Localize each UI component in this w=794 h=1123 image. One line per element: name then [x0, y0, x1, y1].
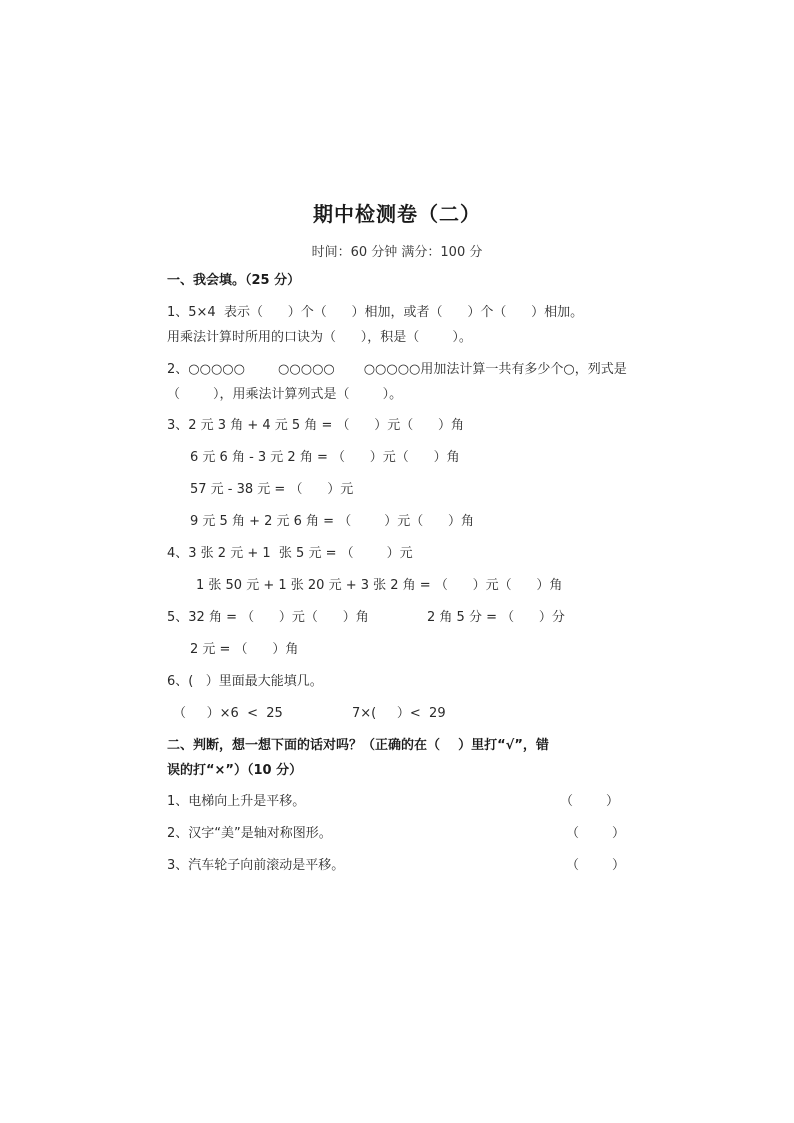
- question-6-line-2-left: （ ）×6 < 25: [173, 706, 283, 721]
- question-5-line-2: 2 元 = （ ）角: [190, 642, 299, 657]
- judge-item-3-text: 3、汽车轮子向前滚动是平移。: [167, 858, 345, 873]
- question-2-line-1: 2、○○○○○ ○○○○○ ○○○○○用加法计算一共有多少个○，列式是: [167, 362, 627, 377]
- question-3-line-2: 6 元 6 角 - 3 元 2 角 = （ ）元（ ）角: [190, 450, 460, 465]
- question-4-line-2: 1 张 50 元 + 1 张 20 元 + 3 张 2 角 = （ ）元（ ）角: [196, 578, 563, 593]
- question-6-line-1: 6、( ）里面最大能填几。: [167, 674, 323, 689]
- question-3-line-3: 57 元 - 38 元 = （ ）元: [190, 482, 354, 497]
- question-1-line-2: 用乘法计算时所用的口诀为（ ），积是（ ）。: [167, 330, 472, 345]
- question-6-line-2-right: 7×( ）< 29: [352, 706, 446, 721]
- question-2-line-2: （ ），用乘法计算列式是（ ）。: [167, 387, 403, 402]
- exam-info: 时间：60 分钟 满分：100 分: [311, 245, 483, 260]
- judge-item-3-bracket: （ ）: [566, 858, 626, 873]
- question-5-line-1-right: 2 角 5 分 = （ ）分: [427, 610, 565, 625]
- section-1-heading: 一、我会填。（25 分）: [167, 273, 301, 288]
- page-title: 期中检测卷（二）: [313, 202, 481, 226]
- question-5-line-1-left: 5、32 角 = （ ）元（ ）角: [167, 610, 369, 625]
- question-1-line-1: 1、5×4 表示（ ）个（ ）相加，或者（ ）个（ ）相加。: [167, 305, 584, 320]
- section-2-heading-line-1: 二、判断，想一想下面的话对吗？（正确的在（ ）里打“√”，错: [167, 738, 549, 753]
- judge-item-1-bracket: （ ）: [560, 794, 620, 809]
- section-2-heading-line-2: 误的打“×”）（10 分）: [167, 763, 303, 778]
- question-3-line-4: 9 元 5 角 + 2 元 6 角 = （ ）元（ ）角: [190, 514, 475, 529]
- judge-item-2-text: 2、汉字“美”是轴对称图形。: [167, 826, 332, 841]
- judge-item-2-bracket: （ ）: [566, 826, 626, 841]
- question-3-line-1: 3、2 元 3 角 + 4 元 5 角 = （ ）元（ ）角: [167, 418, 465, 433]
- judge-item-1-text: 1、电梯向上升是平移。: [167, 794, 306, 809]
- question-4-line-1: 4、3 张 2 元 + 1 张 5 元 = （ ）元: [167, 546, 413, 561]
